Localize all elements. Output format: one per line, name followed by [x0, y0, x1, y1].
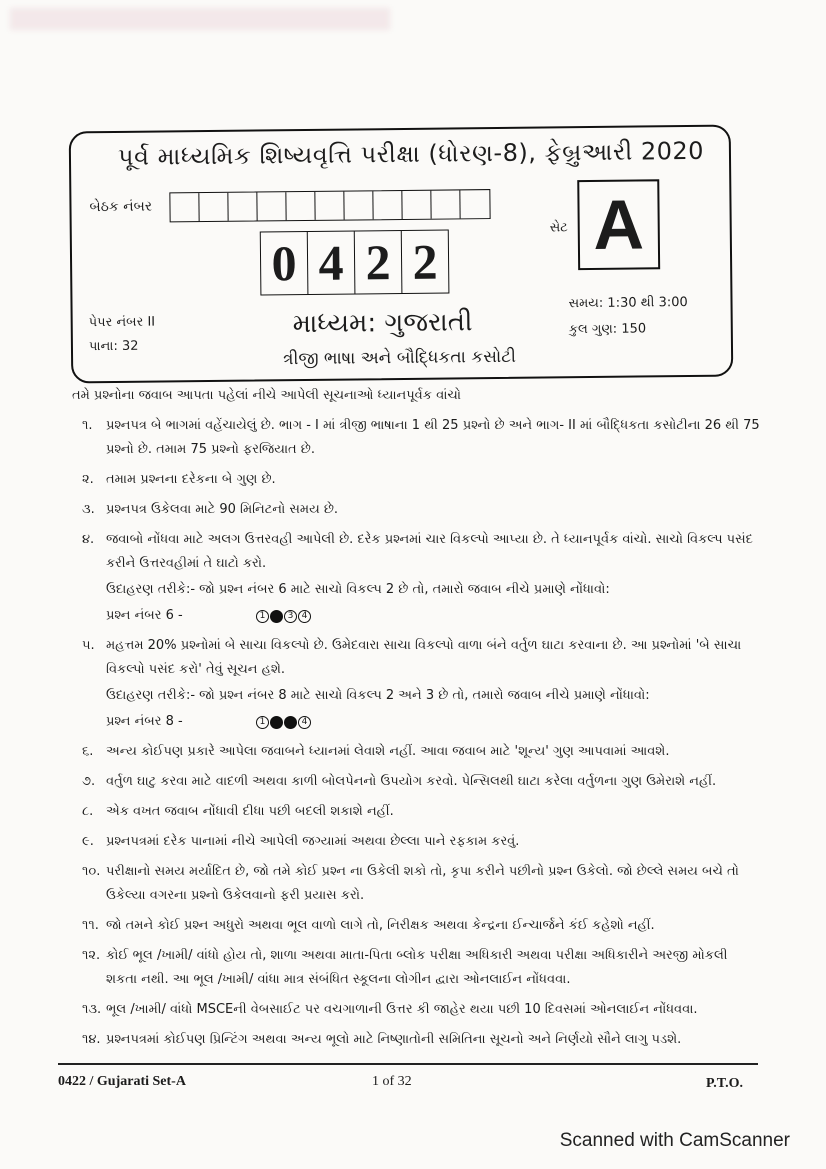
instruction-number: ૮. [82, 804, 94, 819]
scan-smudge [10, 8, 390, 30]
paper-code-digit: 2 [412, 233, 438, 290]
instruction-text: પ્રશ્નપત્રમાં કોઈપણ પ્રિન્ટિંગ અથવા અન્ય ભૂલો માટે નિષ્ણાતોની સમિતિના સૂચનો અને નિર્ણયો સૌને લાગુ પડશે. [106, 1032, 682, 1047]
footer-paper-code: 0422 / Gujarati Set-A [58, 1074, 186, 1089]
instruction-item [82, 498, 762, 522]
example-text: ઉદાહરણ તરીકે:- જો પ્રશ્ન નંબર 8 માટે સાચો વિકલ્પ 2 અને 3 છે તો, તમારો જવાબ નીચે પ્રમાણે નોંધાવો: [106, 688, 650, 703]
instruction-item [82, 770, 762, 794]
seat-number-box[interactable] [431, 190, 460, 218]
instruction-item [82, 800, 762, 824]
camscanner-watermark: Scanned with CamScanner [559, 1130, 790, 1151]
instructions-heading: તમે પ્રશ્નોના જવાબ આપતા પહેલાં નીચે આપેલી સૂચનાઓ ધ્યાનપૂર્વક વાંચો [72, 388, 462, 403]
instruction-item [82, 414, 762, 462]
instruction-number: ૧૪. [82, 1032, 101, 1047]
paper-code-digit: 0 [261, 232, 309, 294]
instruction-text: જવાબો નોંધવા માટે અલગ ઉત્તરવહી આપેલી છે. દરેક પ્રશ્નમાં ચાર વિકલ્પો આપ્યા છે. તે ધ્યાનપૂર્વક વાંચો. સાચો વિકલ્પ પસંદ કરીને ઉત્તરવહીમાં તે ઘાટો કરો. [106, 532, 753, 571]
bubble-filled-icon [270, 716, 283, 729]
subject-title: ત્રીજી ભાષા અને બૌદ્ધિકતા કસોટી [282, 346, 517, 370]
instruction-item [82, 998, 762, 1022]
paper-number: પેપર નંબર II [88, 314, 156, 331]
instruction-text: એક વખત જવાબ નોંધાવી દીધા પછી બદલી શકાશે નહીં. [106, 804, 394, 819]
seat-number-box[interactable] [402, 191, 431, 219]
bubble-option-3-icon: 3 [284, 610, 297, 623]
instruction-text: જો તમને કોઈ પ્રશ્ન અધુરો અથવા ભૂલ વાળો લાગે તો, નિરીક્ષક અથવા કેન્દ્રના ઈન્ચાર્જને કંઈ કહેશો નહીં. [106, 918, 655, 933]
seat-number-box[interactable] [228, 193, 257, 221]
seat-number-box[interactable] [257, 192, 286, 220]
bubble-option-1-icon: 1 [256, 716, 269, 729]
instruction-item [82, 1028, 762, 1052]
instruction-number: ૪. [82, 532, 95, 547]
instruction-text: મહત્તમ 20% પ્રશ્નોમાં બે સાચા વિકલ્પો છે. ઉમેદવારા સાચા વિકલ્પો વાળા બંને વર્તુળ ઘાટા કરવાના છે. આ પ્રશ્નોમાં 'બે સાચા વિકલ્પો પસંદ કરો' તેવું સૂચન હશે. [106, 638, 742, 677]
instruction-number: ૧૦. [82, 864, 101, 879]
instruction-text: તમામ પ્રશ્નના દરેકના બે ગુણ છે. [106, 472, 276, 487]
instruction-item [82, 468, 762, 492]
instruction-text: પરીક્ષાનો સમય મર્યાદિત છે, જો તમે કોઈ પ્રશ્ન ના ઉકેલી શકો તો, કૃપા કરીને પછીનો પ્રશ્ન ઉકેલો. જો છેલ્લે સમય બચે તો ઉકેલ્યા વગરના પ્રશ્નો ઉકેલવાનો ફરી પ્રયાસ કરો. [106, 864, 739, 903]
instruction-text: પ્રશ્નપત્ર બે ભાગમાં વહેંચાયેલું છે. ભાગ - I માં ત્રીજી ભાષાના 1 થી 25 પ્રશ્નો છે અને ભાગ- II માં બૌદ્ધિકતા કસોટીના 26 થી 75 પ્રશ્નો છે. તમામ 75 પ્રશ્નો ફરજિયાત છે. [106, 418, 760, 457]
paper-code-boxes [260, 229, 450, 295]
paper-code-digit: 2 [355, 231, 403, 293]
set-label: સેટ [549, 220, 568, 236]
seat-number-boxes [169, 189, 490, 222]
seat-number-label: બેઠક નંબર [89, 198, 153, 216]
instruction-number: ૧. [82, 418, 93, 433]
instruction-text: ભૂલ /ખામી/ વાંધો MSCEની વેબસાઈટ પર વચગાળાની ઉત્તર કી જાહેર થયા પછી 10 દિવસમાં ઓનલાઈન નોંધવવા. [106, 1002, 698, 1017]
answer-bubble-example [106, 604, 762, 628]
footer-page-number: 1 of 32 [372, 1074, 412, 1089]
exam-time: સમય: 1:30 થી 3:00 [568, 295, 688, 312]
instruction-number: ૭. [82, 774, 96, 789]
bubble-filled-icon [270, 610, 283, 623]
instruction-text: અન્ય કોઈપણ પ્રકારે આપેલા જવાબને ધ્યાનમાં લેવાશે નહીં. આવા જવાબ માટે 'શૂન્ય' ગુણ આપવામાં આવશે. [106, 744, 670, 759]
instruction-number: ૬. [82, 744, 94, 759]
bubble-option-4-icon: 4 [298, 716, 311, 729]
instruction-number: ૯. [82, 834, 94, 849]
instruction-number: ૧૩. [82, 1002, 102, 1017]
footer-pto: P.T.O. [706, 1076, 743, 1091]
seat-number-box[interactable] [460, 190, 489, 218]
instruction-item [82, 860, 762, 908]
instruction-item [82, 944, 762, 992]
bubble-option-1-icon: 1 [256, 610, 269, 623]
instruction-item [82, 830, 762, 854]
instructions-list [82, 414, 762, 1058]
set-value-box: A [577, 179, 660, 270]
answer-bubble-example [106, 710, 762, 734]
paper-code-digit: 4 [308, 231, 356, 293]
bubble-label: પ્રશ્ન નંબર 8 - [106, 714, 183, 729]
seat-number-box[interactable] [373, 191, 402, 219]
instruction-item [82, 528, 762, 628]
seat-number-box[interactable] [170, 193, 199, 221]
instruction-number: ૨. [82, 472, 94, 487]
total-marks: કુલ ગુણ: 150 [568, 321, 647, 338]
seat-number-box[interactable] [286, 192, 315, 220]
instruction-number: ૩. [82, 502, 95, 517]
medium-title: માધ્યમ: ગુજરાતી [292, 307, 473, 340]
bubble-label: પ્રશ્ન નંબર 6 - [106, 608, 183, 623]
bubble-filled-icon [284, 716, 297, 729]
instruction-number: ૧૧. [82, 918, 99, 933]
instruction-text: વર્તુળ ઘાટુ કરવા માટે વાદળી અથવા કાળી બોલપેનનો ઉપયોગ કરવો. પેન્સિલથી ઘાટા કરેલા વર્તુળના ગુણ ઉમેરાશે નહીં. [106, 774, 717, 789]
exam-title: પૂર્વ માધ્યમિક શિષ્યવૃત્તિ પરીક્ષા (ધોરણ-8), ફેબ્રુઆરી 2020 [117, 136, 705, 171]
instruction-number: ૧૨. [82, 948, 101, 963]
footer-divider [58, 1063, 758, 1065]
instruction-item [82, 634, 762, 734]
seat-number-box[interactable] [344, 191, 373, 219]
bubble-option-4-icon: 4 [298, 610, 311, 623]
instruction-item [82, 914, 762, 938]
instruction-item [82, 740, 762, 764]
seat-number-box[interactable] [199, 193, 228, 221]
seat-number-box[interactable] [315, 192, 344, 220]
exam-header-box [69, 125, 734, 384]
instruction-text: પ્રશ્નપત્ર ઉકેલવા માટે 90 મિનિટનો સમય છે. [106, 502, 339, 517]
instruction-number: ૫. [82, 638, 95, 653]
page-count: પાના: 32 [88, 338, 139, 355]
example-text: ઉદાહરણ તરીકે:- જો પ્રશ્ન નંબર 6 માટે સાચો વિકલ્પ 2 છે તો, તમારો જવાબ નીચે પ્રમાણે નોંધાવો: [106, 582, 610, 597]
instruction-text: પ્રશ્નપત્રમાં દરેક પાનામાં નીચે આપેલી જગ્યામાં અથવા છેલ્લા પાને રફકામ કરવું. [106, 834, 520, 849]
instruction-text: કોઈ ભૂલ /ખામી/ વાંધો હોય તો, શાળા અથવા માતા-પિતા બ્લોક પરીક્ષા અધિકારી અથવા પરીક્ષા અધિકારીને અરજી મોકલી શકતા નથી. આ ભૂલ /ખામી/ વાંધા માત્ર સંબંધિત સ્કૂલના લોગીન દ્વારા ઓનલાઈન નોંધવવા. [106, 948, 728, 987]
